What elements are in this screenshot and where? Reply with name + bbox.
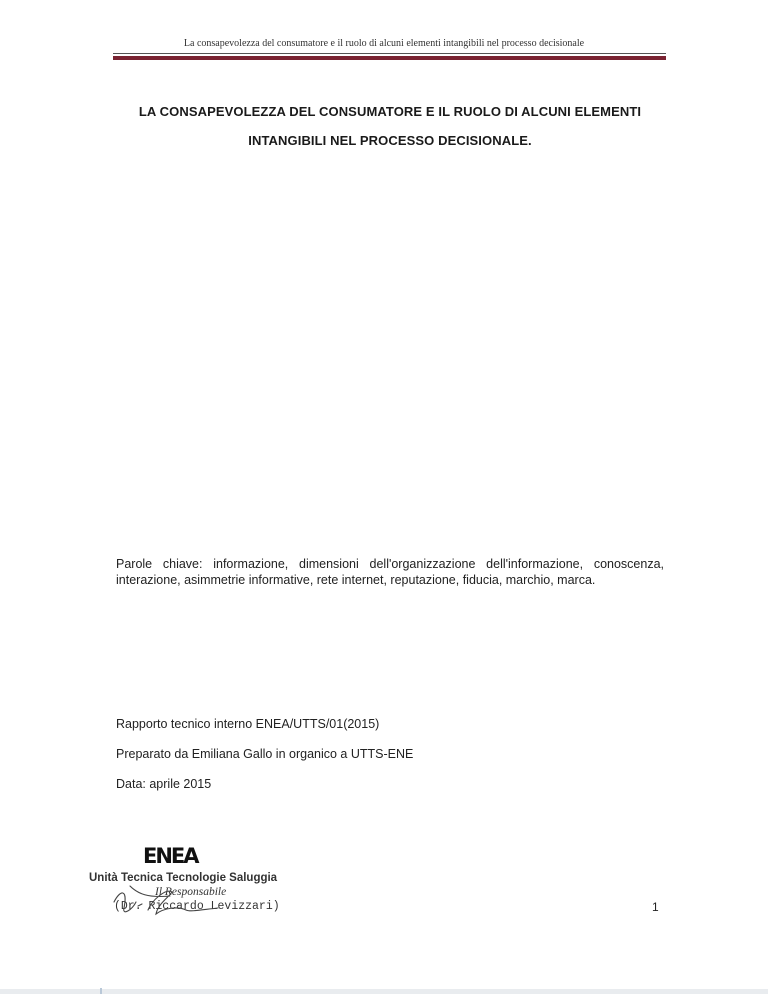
stamp-role: Il Responsabile <box>155 886 227 898</box>
header-rule-thin <box>113 53 666 54</box>
handwritten-signature <box>108 880 248 920</box>
header-rule <box>113 56 666 60</box>
prepared-by: Preparato da Emiliana Gallo in organico a UTTS-ENE <box>116 747 414 761</box>
running-header: La consapevolezza del consumatore e il ruolo di alcuni elementi intangibili nel processo decisionale <box>183 38 585 49</box>
page-number: 1 <box>652 900 659 914</box>
report-id: Rapporto tecnico interno ENEA/UTTS/01(2015) <box>116 717 380 731</box>
title-line-2: INTANGIBILI NEL PROCESSO DECISIONALE. <box>248 133 532 148</box>
enea-logo <box>143 846 203 866</box>
document-title <box>60 97 720 155</box>
enea-logo-text: ENEA <box>143 844 198 868</box>
report-date: Data: aprile 2015 <box>116 777 212 791</box>
stamp-unit: Unità Tecnica Tecnologie Saluggia <box>89 872 278 884</box>
title-line-1: LA CONSAPEVOLEZZA DEL CONSUMATORE E IL RUOLO DI ALCUNI ELEMENTI <box>138 104 642 119</box>
stamp-name: (Dr. Riccardo Levizzari) <box>114 900 280 913</box>
keywords-paragraph: Parole chiave: informazione, dimensioni dell'organizzazione dell'informazione, conoscenza, interazione, asimmetrie informative, rete internet, reputazione, fiducia, marchio, marca. <box>116 557 664 587</box>
scan-bottom-edge <box>0 980 768 994</box>
